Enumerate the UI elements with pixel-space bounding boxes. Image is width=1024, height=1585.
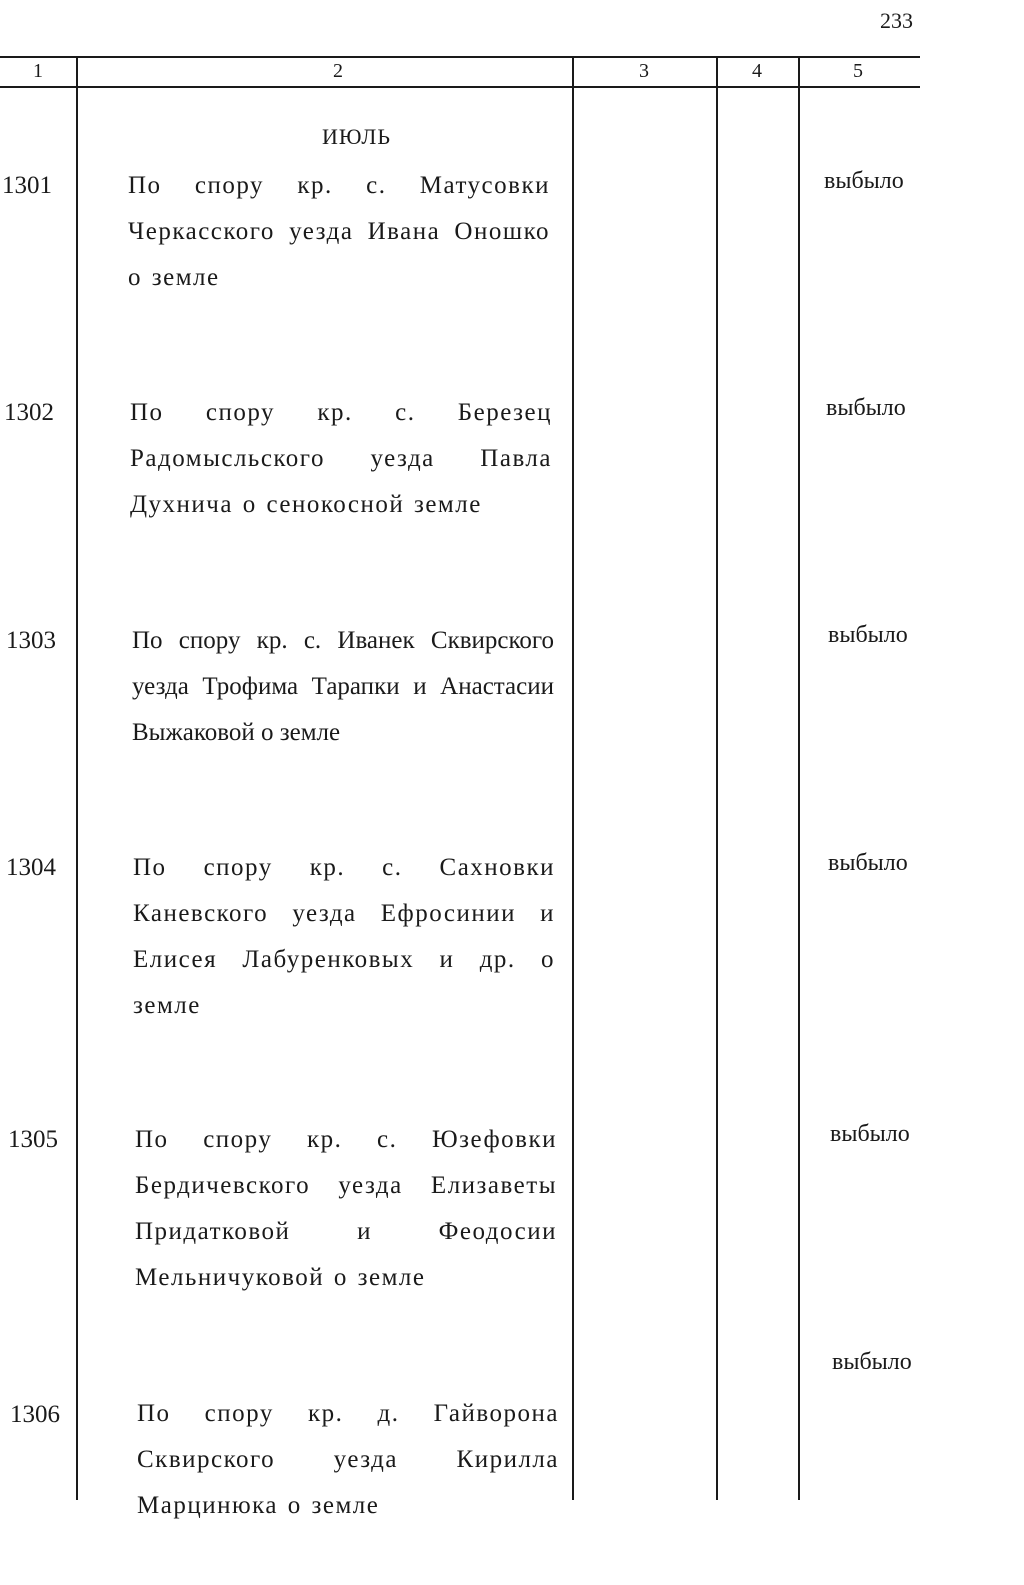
entry-status: выбыло (832, 1349, 912, 1375)
entry-status: выбыло (826, 395, 906, 421)
entry-status: выбыло (830, 1121, 910, 1147)
column-divider-3 (716, 56, 718, 1500)
entry-number: 1306 (10, 1401, 60, 1428)
column-divider-1 (76, 56, 78, 1500)
month-heading: ИЮЛЬ (322, 124, 391, 149)
entry-number: 1304 (6, 854, 56, 881)
column-header-2: 2 (333, 60, 343, 82)
entry-description: По спору кр. с. Матусовки Черкасского уезда Ивана Оношко о земле (128, 172, 550, 291)
column-divider-4 (798, 56, 800, 1500)
column-header-1: 1 (33, 60, 43, 82)
entry-description: По спору кр. с. Березец Радомысльского уезда Павла Духнича о сенокосной земле (130, 399, 552, 518)
entry-number: 1301 (2, 172, 52, 199)
entry-description: По спору кр. д. Гайворона Сквирского уезда Кирилла Марцинюка о земле (137, 1400, 559, 1519)
entry-status: выбыло (828, 622, 908, 648)
entry-number: 1303 (6, 627, 56, 654)
column-header-3: 3 (639, 60, 649, 82)
entry-number: 1305 (8, 1126, 58, 1153)
column-header-5: 5 (853, 60, 863, 82)
table-top-rule (0, 56, 920, 58)
entry-description: По спору кр. с. Иванек Сквирского уезда Трофима Тарапки и Анастасии Выжаковой о земле (132, 627, 554, 746)
entry-description: По спору кр. с. Юзефовки Бердичевского уезда Елизаветы Придатковой и Феодосии Мельничуковой о земле (135, 1126, 557, 1291)
table-header-rule (0, 86, 920, 88)
column-divider-2 (572, 56, 574, 1500)
entry-status: выбыло (824, 168, 904, 194)
entry-description: По спору кр. с. Сахновки Каневского уезда Ефросинии и Елисея Лабуренковых и др. о земле (133, 854, 555, 1019)
page-number: 233 (880, 8, 913, 33)
entry-status: выбыло (828, 850, 908, 876)
column-header-4: 4 (752, 60, 762, 82)
entry-number: 1302 (4, 399, 54, 426)
